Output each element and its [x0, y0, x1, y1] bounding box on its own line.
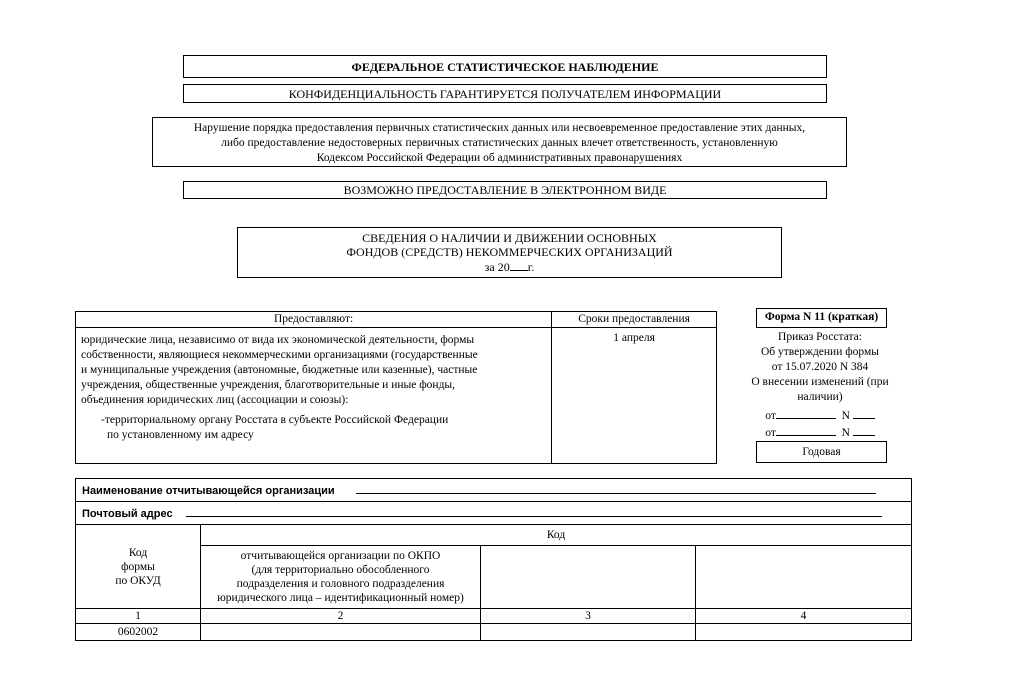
- okud-code-cell: 0602002: [76, 624, 201, 641]
- provision-table: [75, 311, 717, 464]
- from-label: от: [765, 427, 776, 439]
- deadline-cell: 1 апреля: [552, 328, 717, 464]
- report-title: [237, 227, 782, 278]
- order-line: от 15.07.2020 N 384: [771, 361, 869, 373]
- amendment-line-1: [740, 407, 900, 424]
- column-number: 3: [481, 609, 696, 624]
- title-period: [238, 259, 781, 274]
- order-info: [740, 330, 900, 441]
- confidentiality-banner: [183, 84, 827, 103]
- deadline-header: Сроки предоставления: [552, 312, 717, 328]
- provide-header: Предоставляют:: [76, 312, 552, 328]
- from-label: от: [765, 410, 776, 422]
- federal-observation-text: ФЕДЕРАЛЬНОЕ СТАТИСТИЧЕСКОЕ НАБЛЮДЕНИЕ: [351, 60, 659, 74]
- amendment-line-2: [740, 424, 900, 441]
- column-number: 4: [696, 609, 912, 624]
- code-header: Код: [201, 525, 912, 546]
- title-line-1: СВЕДЕНИЯ О НАЛИЧИИ И ДВИЖЕНИИ ОСНОВНЫХ: [362, 231, 657, 245]
- amendment-number-1[interactable]: [853, 407, 875, 419]
- amendment-date-2[interactable]: [776, 424, 836, 436]
- electronic-submission-banner: [183, 181, 827, 199]
- recipient-block: [81, 413, 548, 443]
- org-name-input[interactable]: [356, 483, 876, 494]
- okud-header-line: по ОКУД: [115, 574, 161, 587]
- form-number-box: [756, 308, 887, 328]
- org-name-label: Наименование отчитывающейся организации: [82, 484, 335, 497]
- period-suffix: г.: [527, 260, 535, 274]
- providers-cell: [76, 328, 552, 464]
- periodicity: Годовая: [802, 446, 841, 458]
- okud-header-line: формы: [121, 560, 155, 573]
- code-cell-4[interactable]: [696, 624, 912, 641]
- code-column-3-header: [481, 546, 696, 609]
- year-blank[interactable]: [510, 259, 528, 271]
- federal-observation-banner: [183, 55, 827, 78]
- okpo-code-cell[interactable]: [201, 624, 481, 641]
- order-line: Приказ Росстата:: [778, 331, 862, 343]
- form-number: Форма N 11 (краткая): [764, 311, 879, 323]
- org-name-row: [76, 479, 912, 502]
- okpo-header: [201, 546, 481, 609]
- amendment-number-2[interactable]: [853, 424, 875, 436]
- address-label: Почтовый адрес: [82, 507, 173, 520]
- address-row: [76, 502, 912, 525]
- okpo-header-line: юридического лица – идентификационный номер): [217, 592, 464, 604]
- warning-line: либо предоставление недостоверных первичных статистических данных влечет ответственность, установленную: [221, 137, 778, 149]
- address-input[interactable]: [186, 506, 882, 517]
- order-line: Об утверждении формы: [760, 346, 880, 358]
- organization-table: [75, 478, 912, 641]
- warning-line: Кодексом Российской Федерации об административных правонарушениях: [316, 152, 683, 164]
- recipient-line: -территориальному органу Росстата в субъекте Российской Федерации: [101, 414, 449, 426]
- confidentiality-text: КОНФИДЕНЦИАЛЬНОСТЬ ГАРАНТИРУЕТСЯ ПОЛУЧАТЕЛЕМ ИНФОРМАЦИИ: [288, 87, 722, 101]
- okpo-header-line: подразделения и головного подразделения: [236, 578, 445, 590]
- period-prefix: за 20: [484, 260, 510, 274]
- order-line: наличии): [797, 391, 843, 403]
- okud-header-line: Код: [128, 546, 148, 559]
- okud-header: [76, 525, 201, 609]
- warning-line: Нарушение порядка предоставления первичных статистических данных или несвоевременное предоставление этих данных,: [193, 122, 806, 134]
- number-label: N: [841, 410, 850, 422]
- providers-line: и муниципальные учреждения (автономные, бюджетные или казенные), частные: [81, 364, 478, 376]
- periodicity-box: [756, 441, 887, 463]
- okpo-header-line: отчитывающейся организации по ОКПО: [240, 550, 441, 562]
- penalty-warning: [152, 117, 847, 167]
- amendment-date-1[interactable]: [776, 407, 836, 419]
- code-column-4-header: [696, 546, 912, 609]
- okpo-header-line: (для территориально обособленного: [251, 564, 430, 576]
- providers-line: юридические лица, независимо от вида их экономической деятельности, формы: [81, 334, 475, 346]
- electronic-submission-text: ВОЗМОЖНО ПРЕДОСТАВЛЕНИЕ В ЭЛЕКТРОННОМ ВИДЕ: [343, 183, 667, 197]
- providers-line: собственности, являющиеся некоммерческими организациями (государственные: [81, 349, 478, 361]
- providers-line: учреждения, общественные учреждения, благотворительные и иные фонды,: [81, 379, 456, 391]
- order-line: О внесении изменений (при: [751, 376, 889, 388]
- providers-line: объединения юридических лиц (ассоциации и союзы):: [81, 394, 349, 406]
- column-number: 1: [76, 609, 201, 624]
- column-number: 2: [201, 609, 481, 624]
- code-cell-3[interactable]: [481, 624, 696, 641]
- title-line-2: ФОНДОВ (СРЕДСТВ) НЕКОММЕРЧЕСКИХ ОРГАНИЗАЦИЙ: [346, 245, 673, 259]
- number-label: N: [841, 427, 850, 439]
- recipient-line: по установленному им адресу: [107, 429, 254, 441]
